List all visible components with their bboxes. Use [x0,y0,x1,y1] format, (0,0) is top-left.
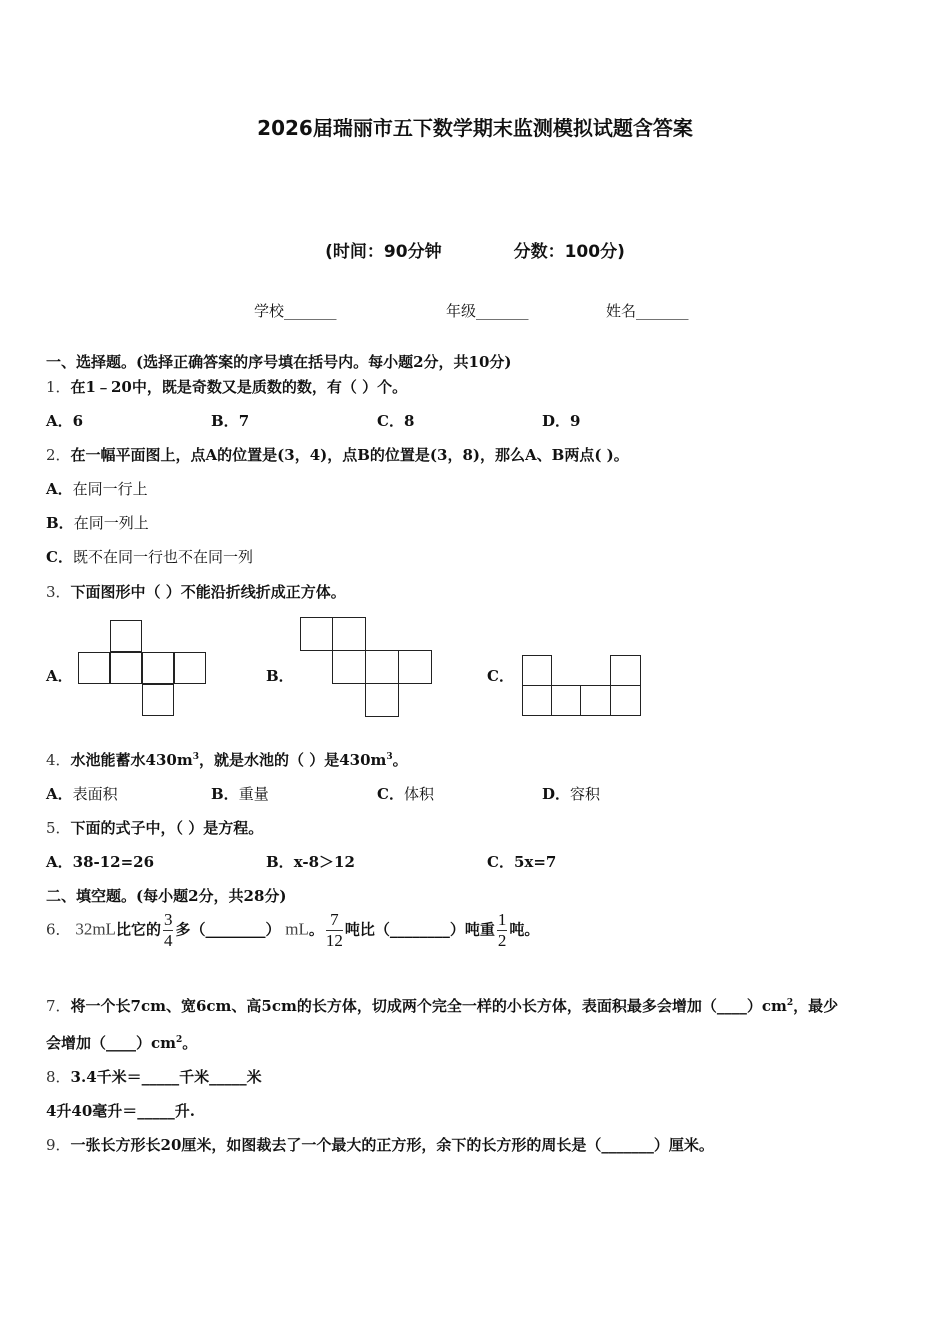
question-8-line-1: 8．3.4千米＝_____千米_____米 [46,1068,262,1086]
question-7-line-2: 会增加$(\_\_\_\_)cm^2$。 [46,1034,198,1052]
q3-option-b-label: B． [266,667,294,685]
page-title: 2026届瑞丽市五下数学期末监测模拟试题含答案 [257,116,693,140]
cube-net-b [300,617,432,717]
question-1: 1．在1﹣20中，既是奇数又是质数的数，有（ ）个。 [46,378,408,396]
name-field: 姓名_______ [606,302,689,320]
question-4: 4．水池能蓄水$430m^3$，就是水池的（ ）是$430m^3$。 [46,751,408,769]
q3-option-a-label: A． [46,667,73,685]
cube-net-c [522,655,642,716]
fraction-seven-twelfths: $\frac{7}{12}$ [325,910,343,950]
q1-option-a: A．6 [46,412,84,430]
section-heading-fill: 二、填空题。(每小题2分，共28分) [46,887,287,905]
q1-option-b: B．7 [211,412,250,430]
q2-option-b: B．在同一列上 [46,514,149,532]
q4-option-a: A．表面积 [46,785,118,803]
question-6: 6． 32mL比它的 $\frac{3}{4}$ 多（________） mL。 $\frac{7}{12}$ 吨比（________）吨重 $\frac{1}{2}$ 吨。 [46,910,540,950]
cube-net-a [78,620,206,716]
exam-meta [0,237,950,262]
exam-score: 分数：100分) [513,242,625,262]
question-7-line-1: 7．将一个长7cm、宽6cm、高5cm的长方体，切成两个完全一样的小长方体，表面积最多会增加$(\_\_\_\_)cm^2$，最少 [46,997,839,1015]
q4-option-b: B．重量 [211,785,269,803]
q5-option-b: B．x-8＞12 [266,853,355,871]
question-2: 2．在一幅平面图上，点A的位置是(3，4)，点B的位置是(3，8)，那么A、B两点( )。 [46,446,629,464]
section-heading-choice: 一、选择题。(选择正确答案的序号填在括号内。每小题2分，共10分) [46,353,512,371]
fraction-three-quarters: $\frac{3}{4}$ [163,910,173,950]
q5-option-a: A．38-12=26 [46,853,155,871]
q4-option-c: C．体积 [377,785,434,803]
question-5: 5．下面的式子中，（ ）是方程。 [46,819,264,837]
q3-option-c-label: C． [487,667,514,685]
school-field: 学校_______ [254,302,337,320]
question-9: 9．一张长方形长20厘米，如图裁去了一个最大的正方形，余下的长方形的周长是（_______）厘米。 [46,1136,714,1154]
q2-option-a: A．在同一行上 [46,480,148,498]
question-3: 3．下面图形中（ ）不能沿折线折成正方体。 [46,583,346,601]
q1-option-c: C．8 [377,412,415,430]
fraction-one-half: $\frac{1}{2}$ [497,910,507,950]
q2-option-c: C．既不在同一行也不在同一列 [46,548,253,566]
exam-time: (时间：90分钟 [325,242,442,262]
q5-option-c: C．5x=7 [487,853,557,871]
question-8-line-2: 4升40毫升＝_____升. [46,1102,196,1120]
q1-option-d: D．9 [542,412,581,430]
q4-option-d: D．容积 [542,785,601,803]
grade-field: 年级_______ [446,302,529,320]
